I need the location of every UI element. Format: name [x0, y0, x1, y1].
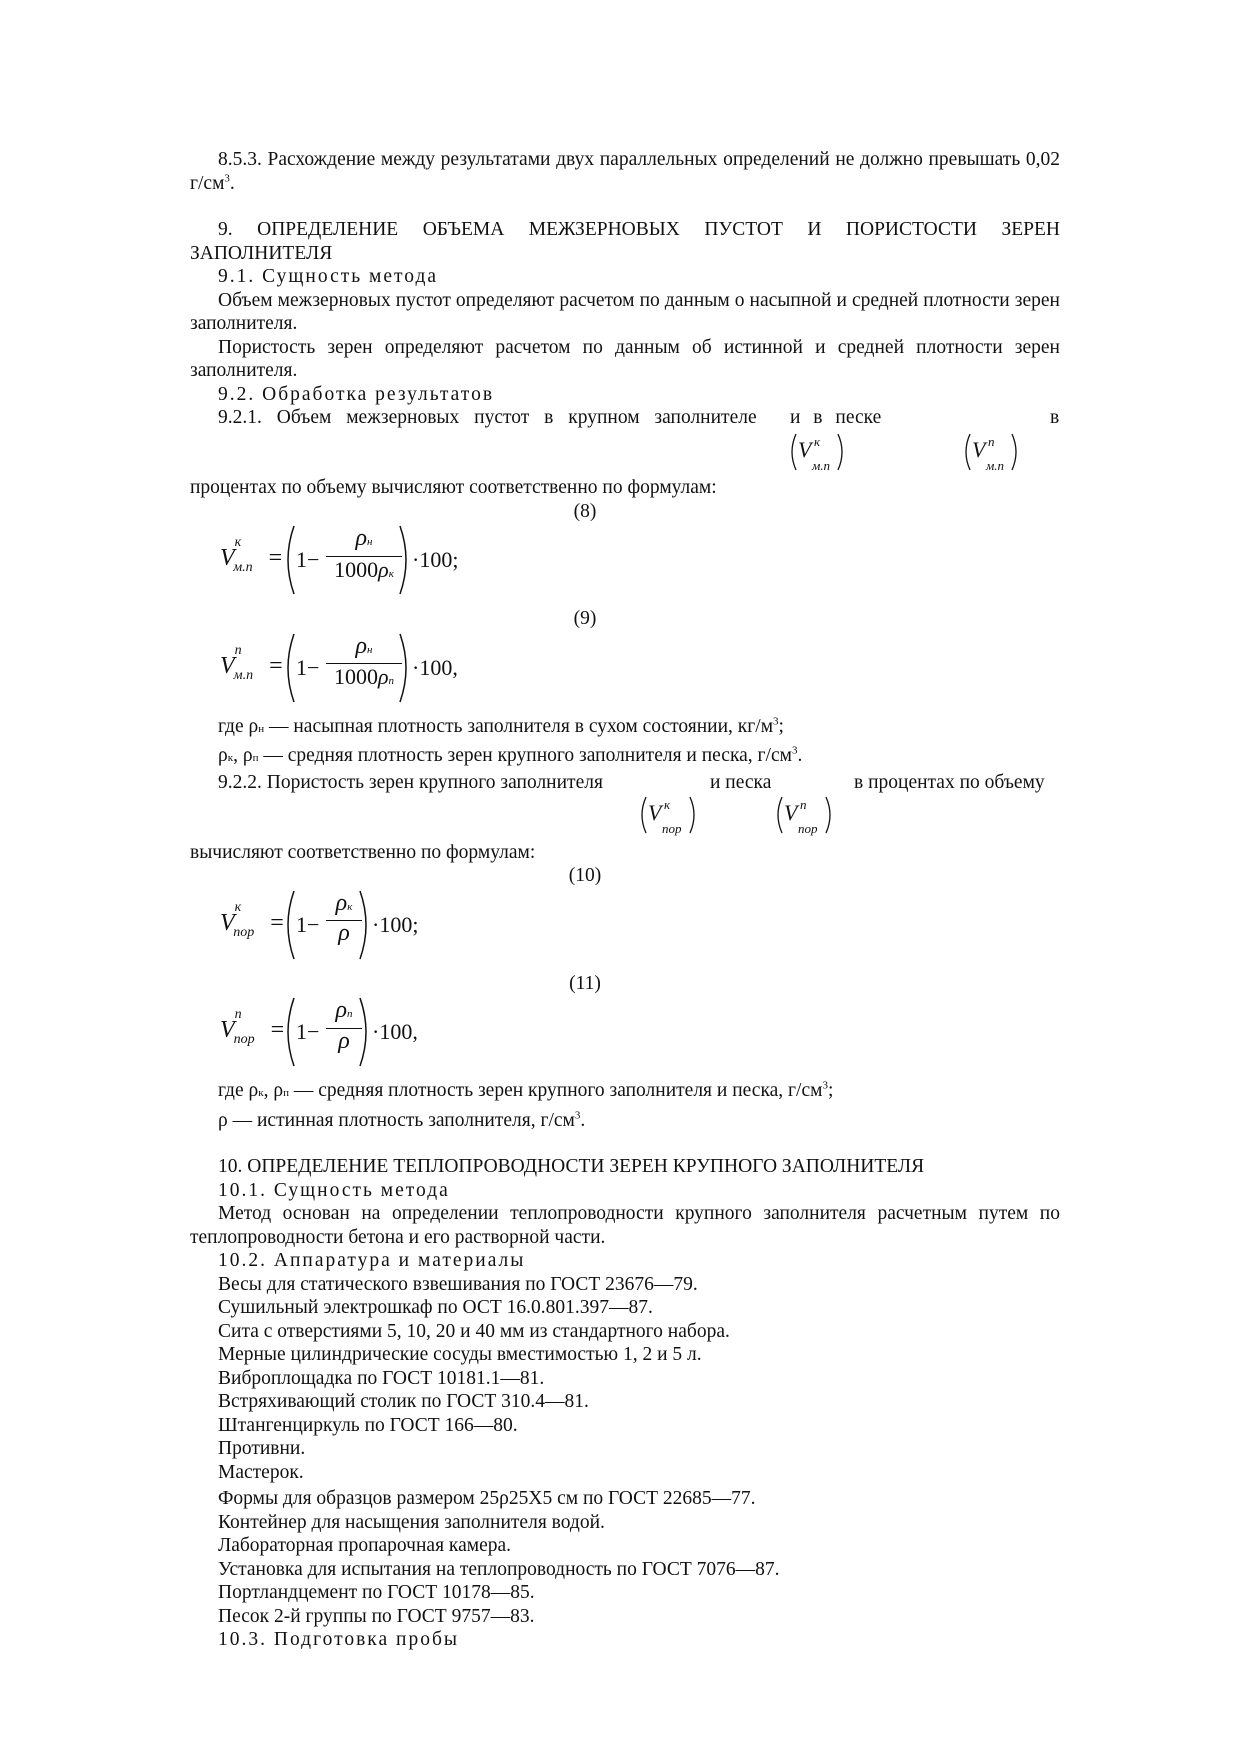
paragraph-text: ; — [778, 715, 784, 737]
list-item: Лабораторная пропарочная камера. — [218, 1535, 512, 1556]
formula-9 — [190, 631, 1060, 705]
section-heading-9: 9. ОПРЕДЕЛЕНИЕ ОБЪЕМА МЕЖЗЕРНОВЫХ ПУСТОТ И ПОРИСТОСТИ ЗЕРЕН ЗАПОЛНИТЕЛЯ — [190, 219, 1060, 264]
superscript: к — [234, 899, 242, 915]
formula-lhs — [220, 535, 283, 575]
fraction — [326, 889, 362, 946]
superscript: 3 — [773, 715, 779, 727]
paragraph-text: где ρ — [218, 1080, 259, 1101]
paragraph-text: — средняя плотность зерен крупного заполнителя и песка, г/см — [258, 745, 792, 766]
list-item: Виброплощадка по ГОСТ 10181.1—81. — [218, 1367, 545, 1389]
paragraph-text: . — [229, 172, 235, 194]
paragraph-text: в — [1050, 407, 1060, 428]
subscript: пор — [662, 820, 682, 836]
subscript: н — [258, 722, 265, 735]
formula-one-minus: 1− — [296, 911, 320, 937]
subscript: м.п — [986, 458, 1005, 473]
list-item: Песок 2-й группы по ГОСТ 9757—83. — [218, 1605, 535, 1627]
symbol-v: V — [784, 799, 798, 825]
formula-one-minus: 1− — [296, 654, 320, 680]
subscript: пор — [233, 924, 255, 940]
superscript: 3 — [822, 1079, 828, 1092]
equals-sign: = — [270, 909, 284, 936]
formula-one-minus: 1− — [296, 1019, 320, 1044]
where-line-4 — [190, 1109, 1060, 1133]
paragraph-text: 8.5.3. Расхождение между результатами двух параллельных определений не должно превышать 0,02 г/см — [190, 149, 1060, 194]
subscript: пор — [798, 820, 818, 836]
subscript: м.п — [233, 560, 253, 575]
equals-sign: = — [268, 545, 283, 571]
paragraph-text: в процентах по объему — [854, 771, 1045, 793]
list-item: Весы для статического взвешивания по ГОСТ 23676—79. — [218, 1273, 698, 1295]
symbol-rho: ρ — [378, 556, 389, 582]
subsection-heading-10-1: 10.1. Сущность метода — [218, 1179, 450, 1201]
paragraph-text: . — [797, 745, 803, 766]
list-item: Противни. — [218, 1438, 306, 1459]
paragraph-9-2-2-cont: вычисляют соответственно по формулам: — [190, 841, 536, 863]
paragraph-text: , ρ — [263, 1080, 284, 1101]
formula-one-minus: 1− — [296, 547, 320, 572]
paragraph-text: и в песке — [790, 407, 882, 428]
fraction — [326, 527, 402, 586]
list-item: Сушильный электрошкаф по ОСТ 16.0.801.397—87. — [218, 1297, 653, 1318]
subscript: к — [258, 1087, 264, 1099]
list-item: Формы для образцов размером 25ρ25Х5 см по ГОСТ 22685—77. — [218, 1488, 756, 1509]
fraction — [326, 632, 402, 694]
paragraph-text: , ρ — [233, 745, 253, 766]
formula-number-10: (10) — [568, 865, 602, 886]
superscript: п — [234, 1007, 242, 1022]
paragraph-9-2-1-cont: процентах по объему вычисляют соответственно по формулам: — [190, 477, 717, 498]
subsection-heading-10-3: 10.3. Подготовка пробы — [218, 1629, 459, 1650]
symbol-rho: ρ — [355, 525, 368, 551]
paragraph-9-1-a: Объем межзерновых пустот определяют расчетом по данным о насыпной и средней плотности зерен заполнителя. — [190, 289, 1060, 334]
paragraph-text: и песка — [710, 771, 772, 793]
list-item: Штангенциркуль по ГОСТ 166—80. — [218, 1414, 518, 1436]
paragraph-text: — насыпная плотность заполнителя в сухом состоянии, кг/м — [264, 715, 774, 737]
subsection-heading-9-1: 9.1. Сущность метода — [218, 266, 439, 287]
symbol-v: V — [220, 909, 235, 936]
subsection-heading-9-2: 9.2. Обработка результатов — [218, 383, 495, 405]
formula-lhs — [220, 642, 283, 683]
superscript: к — [234, 535, 242, 550]
symbol-rho: ρ — [335, 997, 348, 1023]
subsection-heading-10-2: 10.2. Аппаратура и материалы — [218, 1250, 526, 1271]
list-item: Встряхивающий столик по ГОСТ 310.4—81. — [218, 1391, 589, 1412]
formula-multiplier: ·100; — [412, 547, 459, 572]
subscript: п — [388, 675, 395, 687]
subscript: н — [367, 643, 373, 656]
superscript: 3 — [574, 1109, 581, 1121]
symbol-rho: ρ — [377, 664, 389, 689]
paragraph-text: ρ — истинная плотность заполнителя, г/см — [218, 1109, 575, 1131]
paragraph-9-1-b: Пористость зерен определяют расчетом по данным об истинной и средней плотности зерен заполнителя. — [190, 336, 1060, 381]
list-item: Сита с отверстиями 5, 10, 20 и 40 мм из стандартного набора. — [218, 1320, 730, 1342]
symbol-v: V — [220, 1017, 235, 1043]
paragraph-text: 9.2.1. Объем межзерновых пустот в крупном заполнителе — [218, 407, 757, 428]
paragraph-text: ; — [827, 1080, 834, 1101]
paragraph-8-5-3 — [190, 148, 1060, 195]
subscript: к — [347, 900, 353, 913]
paragraph-10-1: Метод основан на определении теплопроводности крупного заполнителя расчетным путем по теплопроводности бетона и его растворной части. — [190, 1203, 1060, 1248]
subscript: п — [252, 752, 259, 764]
formula-8 — [190, 523, 1060, 597]
list-item: Портландцемент по ГОСТ 10178—85. — [218, 1582, 535, 1603]
equals-sign: = — [269, 652, 283, 679]
where-line-3 — [190, 1079, 1060, 1106]
fraction — [326, 999, 362, 1053]
subscript: м.п — [812, 458, 831, 473]
symbol-v: V — [220, 652, 235, 679]
paragraph-text: . — [580, 1109, 586, 1131]
section-heading-10: 10. ОПРЕДЕЛЕНИЕ ТЕПЛОПРОВОДНОСТИ ЗЕРЕН КРУПНОГО ЗАПОЛНИТЕЛЯ — [218, 1156, 925, 1177]
paragraph-text: — средняя плотность зерен крупного заполнителя и песка, г/см — [288, 1080, 823, 1101]
symbol-rho: ρ — [355, 632, 368, 659]
paragraph-text: ρ — [218, 745, 228, 766]
symbol-rho: ρ — [338, 1027, 350, 1054]
symbol-rho: ρ — [335, 889, 348, 916]
symbol-v: V — [972, 437, 986, 462]
constant-1000: 1000 — [333, 664, 378, 689]
paragraph-9-2-2: 9.2.2. Пористость зерен крупного заполнителя и песка в процентах по объему V к пор V п пор — [190, 771, 1060, 841]
formula-10 — [190, 888, 1060, 962]
list-item: Мастерок. — [218, 1461, 304, 1483]
superscript: 3 — [224, 172, 230, 184]
subscript: к — [227, 752, 234, 764]
formula-11 — [190, 995, 1060, 1069]
formula-number-8: (8) — [573, 500, 597, 522]
formula-multiplier: ·100, — [412, 654, 458, 680]
equipment-list — [190, 1273, 1060, 1629]
symbol-v: V — [798, 437, 812, 462]
paragraph-text: 9.2.2. Пористость зерен крупного заполнителя — [218, 771, 603, 793]
subscript: к — [388, 567, 394, 580]
symbol-v: V — [220, 545, 235, 571]
document-page — [190, 148, 1060, 1652]
superscript: 3 — [791, 744, 798, 757]
subscript: п — [347, 1008, 353, 1020]
formula-multiplier: ·100, — [372, 1019, 418, 1044]
constant-1000: 1000 — [334, 556, 379, 582]
subscript: м.п — [233, 667, 254, 683]
list-item: Контейнер для насыщения заполнителя водой. — [218, 1511, 605, 1533]
subscript: н — [367, 536, 373, 548]
symbol-rho: ρ — [338, 920, 350, 946]
superscript: п — [234, 642, 242, 658]
equals-sign: = — [270, 1017, 285, 1043]
subscript: пор — [233, 1032, 255, 1047]
formula-multiplier: ·100; — [372, 911, 419, 937]
list-item: Установка для испытания на теплопроводность по ГОСТ 7076—87. — [218, 1558, 780, 1580]
formula-number-9: (9) — [573, 608, 597, 629]
formula-number-11: (11) — [569, 972, 601, 994]
subscript: п — [283, 1087, 289, 1099]
where-line-1 — [190, 715, 1060, 742]
where-line-2 — [190, 744, 1060, 771]
formula-lhs — [220, 899, 284, 940]
paragraph-9-2-1: 9.2.1. Объем межзерновых пустот в крупном заполнителе и в песке в V к м.п V п м.п — [190, 406, 1060, 476]
symbol-v: V — [648, 799, 662, 825]
paragraph-text: где ρ — [218, 715, 259, 737]
formula-lhs — [220, 1007, 285, 1047]
list-item: Мерные цилиндрические сосуды вместимостью 1, 2 и 5 л. — [218, 1344, 702, 1365]
